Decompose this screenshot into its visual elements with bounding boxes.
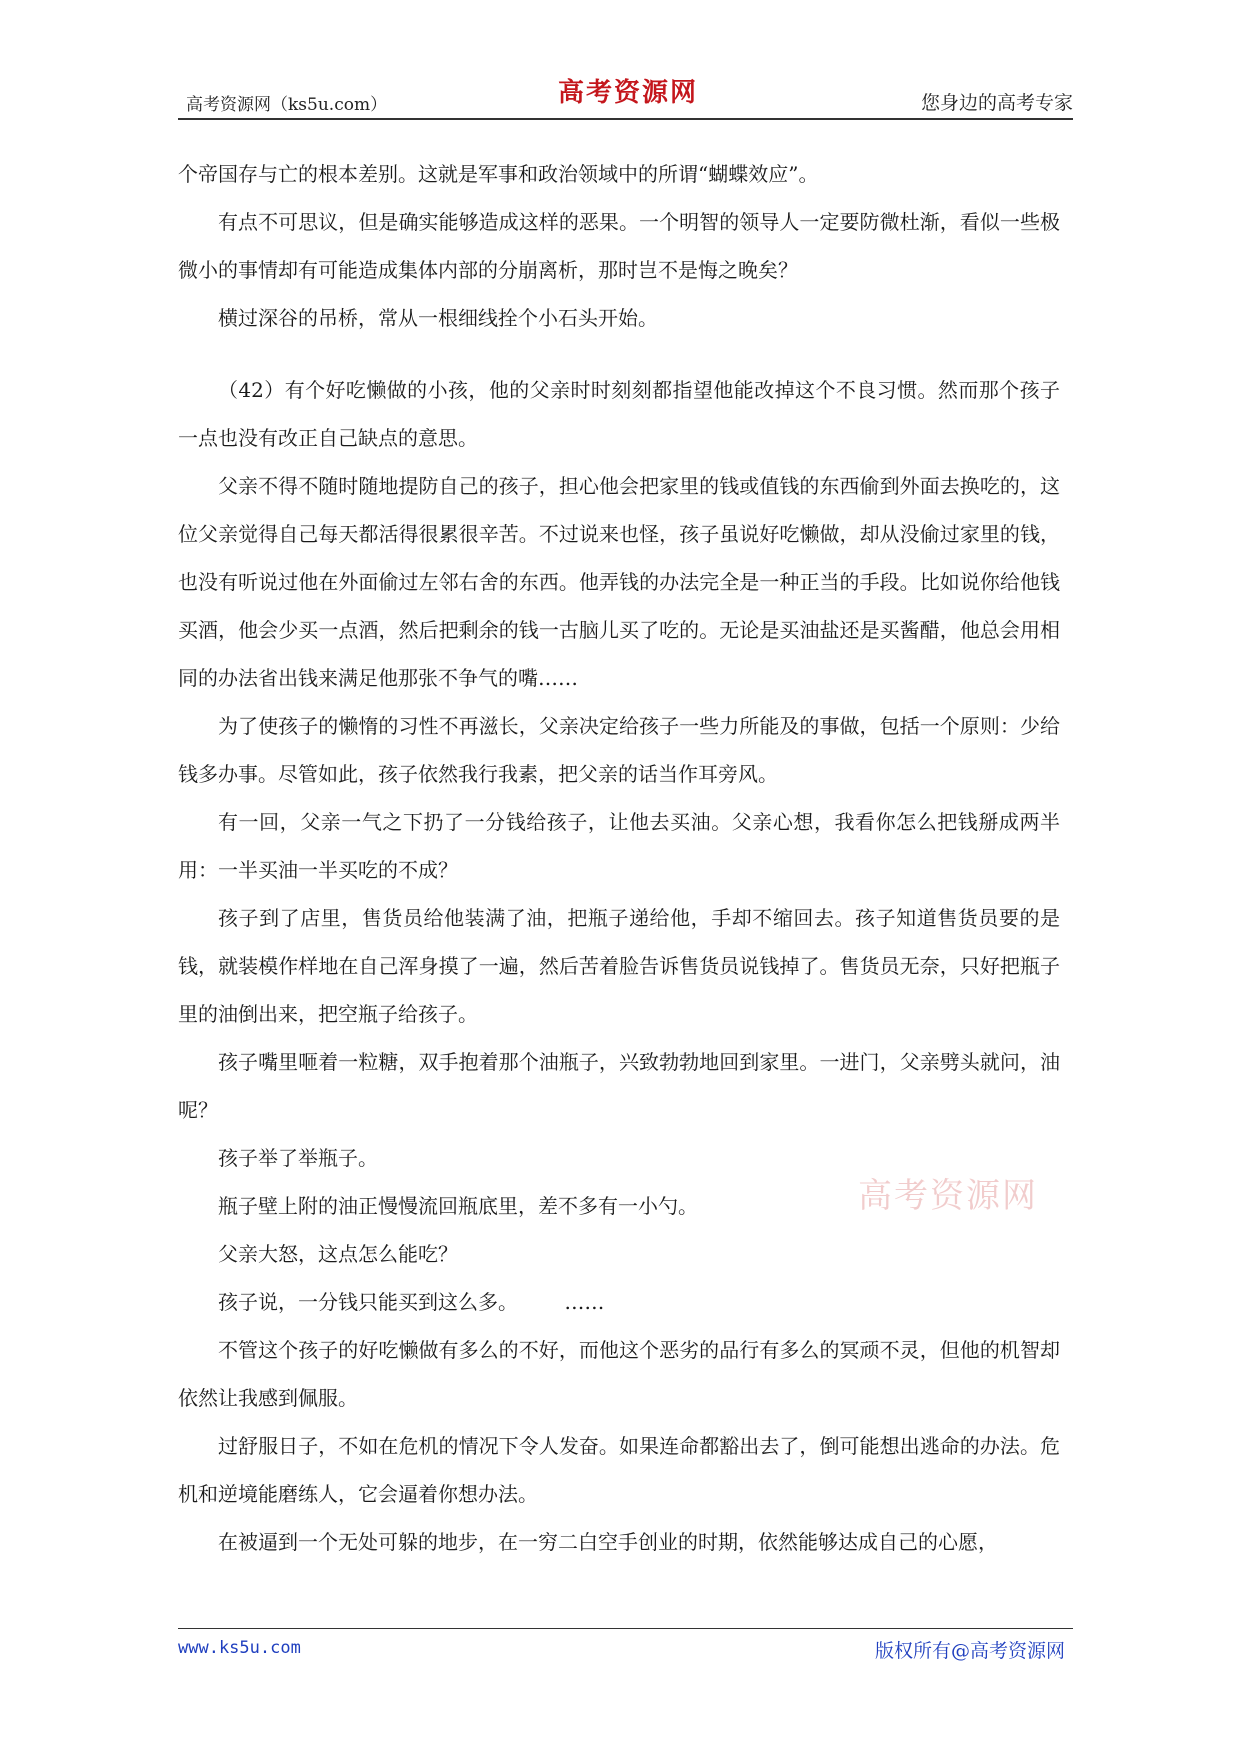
paragraph: 有点不可思议，但是确实能够造成这样的恶果。一个明智的领导人一定要防微杜渐，看似一些极微小的事情却有可能造成集体内部的分崩离析，那时岂不是悔之晚矣？: [178, 210, 1060, 282]
paragraph: 父亲大怒，这点怎么能吃？: [218, 1242, 458, 1266]
paragraph: 横过深谷的吊桥，常从一根细线拴个小石头开始。: [218, 306, 658, 330]
paragraph: 过舒服日子，不如在危机的情况下令人发奋。如果连命都豁出去了，倒可能想出逃命的办法。危机和逆境能磨练人，它会逼着你想办法。: [178, 1434, 1060, 1506]
paragraph: 不管这个孩子的好吃懒做有多么的不好，而他这个恶劣的品行有多么的冥顽不灵，但他的机智却依然让我感到佩服。: [178, 1338, 1060, 1410]
header-tagline: 您身边的高考专家: [920, 92, 1073, 114]
paragraph: 瓶子壁上附的油正慢慢流回瓶底里，差不多有一小勺。: [218, 1194, 698, 1218]
paragraph: 孩子举了举瓶子。: [218, 1146, 378, 1170]
header-divider: [178, 118, 1073, 120]
paragraph: 为了使孩子的懒惰的习性不再滋长，父亲决定给孩子一些力所能及的事做，包括一个原则：少给钱多办事。尽管如此，孩子依然我行我素，把父亲的话当作耳旁风。: [178, 714, 1060, 786]
paragraph: 在被逼到一个无处可躲的地步，在一穷二白空手创业的时期，依然能够达成自己的心愿，: [218, 1530, 998, 1554]
paragraph: 孩子说，一分钱只能买到这么多。 ……: [218, 1290, 605, 1314]
header-site-name: 高考资源网（ks5u.com）: [186, 95, 388, 115]
paragraph: 有一回，父亲一气之下扔了一分钱给孩子，让他去买油。父亲心想，我看你怎么把钱掰成两半用：一半买油一半买吃的不成？: [178, 810, 1060, 882]
paragraph: （42）有个好吃懒做的小孩，他的父亲时时刻刻都指望他能改掉这个不良习惯。然而那个孩子一点也没有改正自己缺点的意思。: [178, 378, 1060, 450]
footer-site-link[interactable]: www.ks5u.com: [178, 1638, 301, 1658]
page-header: [178, 60, 1073, 116]
footer-copyright: 版权所有@高考资源网: [874, 1640, 1065, 1662]
paragraph: 孩子嘴里咂着一粒糖，双手抱着那个油瓶子，兴致勃勃地回到家里。一进门，父亲劈头就问，油呢？: [178, 1050, 1060, 1122]
footer-divider: [178, 1628, 1073, 1629]
document-body: [178, 150, 1060, 1566]
watermark: 高考资源网: [858, 1176, 1038, 1216]
paragraph: 孩子到了店里，售货员给他装满了油，把瓶子递给他，手却不缩回去。孩子知道售货员要的是钱，就装模作样地在自己浑身摸了一遍，然后苦着脸告诉售货员说钱掉了。售货员无奈，只好把瓶子里的油倒出来，把空瓶子给孩子。: [178, 906, 1060, 1026]
paragraph: 父亲不得不随时随地提防自己的孩子，担心他会把家里的钱或值钱的东西偷到外面去换吃的，这位父亲觉得自己每天都活得很累很辛苦。不过说来也怪，孩子虽说好吃懒做，却从没偷过家里的钱，也没有听说过他在外面偷过左邻右舍的东西。他弄钱的办法完全是一种正当的手段。比如说你给他钱买酒，他会少买一点酒，然后把剩余的钱一古脑儿买了吃的。无论是买油盐还是买酱醋，他总会用相同的办法省出钱来满足他那张不争气的嘴……: [178, 474, 1060, 690]
page-footer: [178, 1628, 1073, 1668]
header-logo: 高考资源网: [558, 78, 699, 108]
paragraph: 个帝国存与亡的根本差别。这就是军事和政治领域中的所谓“蝴蝶效应”。: [178, 162, 819, 186]
